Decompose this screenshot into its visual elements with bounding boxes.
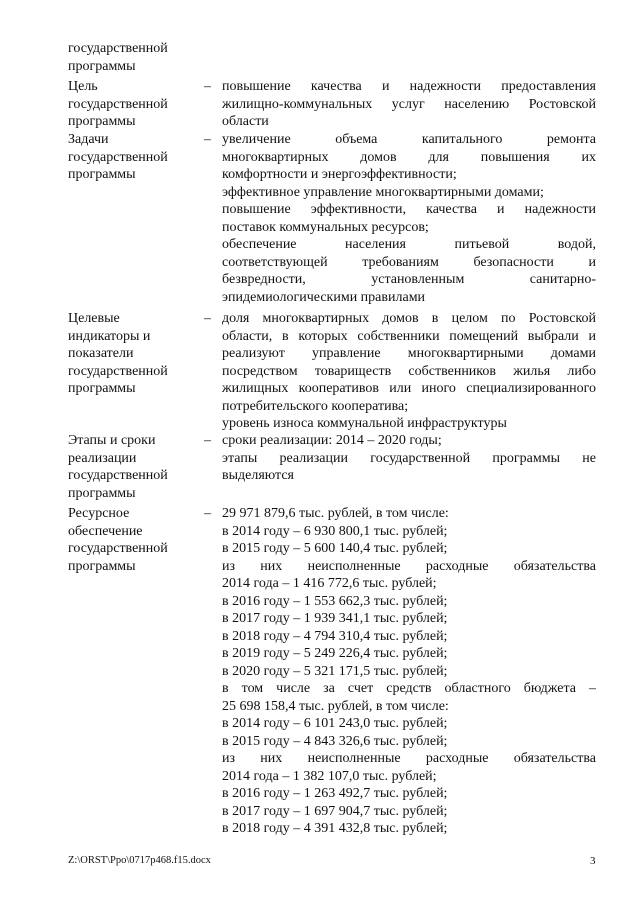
- label-line: Задачи: [68, 132, 109, 147]
- dash-separator: –: [204, 79, 211, 94]
- dash-separator: –: [204, 506, 211, 521]
- content-line: 2014 года – 1 416 772,6 тыс. рублей;: [222, 576, 437, 591]
- content-line: доля многоквартирных домов в целом по Ростовской: [222, 311, 596, 326]
- label-line: программы: [68, 167, 136, 182]
- section-content: [222, 131, 596, 306]
- content-line: 25 698 158,4 тыс. рублей, в том числе:: [222, 698, 449, 714]
- content-line: в 2016 году – 1 263 492,7 тыс. рублей;: [222, 786, 448, 801]
- content-line: повышение эффективности, качества и надежности: [222, 202, 596, 217]
- content-line: области, в которых собственники помещений выбрали и: [222, 328, 596, 344]
- content-line: в 2017 году – 1 697 904,7 тыс. рублей;: [222, 803, 448, 819]
- label-line: программы: [68, 381, 136, 396]
- section-content: [222, 310, 596, 433]
- content-line: жилищных кооперативов или иного специализированного: [222, 381, 596, 396]
- content-line: уровень износа коммунальной инфраструктуры: [222, 416, 507, 431]
- label-line: государственной: [68, 96, 168, 112]
- content-line: в 2014 году – 6 930 800,1 тыс. рублей;: [222, 523, 448, 539]
- content-line: безвредности, установленным санитарно-: [222, 272, 596, 287]
- section-label: [68, 310, 198, 398]
- content-line: увеличение объема капитального ремонта: [222, 132, 596, 147]
- content-line: посредством товариществ собственников жилья либо: [222, 363, 596, 379]
- content-line: в 2018 году – 4 794 310,4 тыс. рублей;: [222, 628, 448, 644]
- content-line: области: [222, 114, 269, 129]
- content-line: сроки реализации: 2014 – 2020 годы;: [222, 433, 442, 448]
- label-line: реализации: [68, 450, 137, 466]
- dash-separator: –: [204, 132, 211, 147]
- content-line: в 2014 году – 6 101 243,0 тыс. рублей;: [222, 716, 448, 731]
- content-line: соответствующей требованиям безопасности и: [222, 254, 596, 270]
- label-line: Ресурсное: [68, 506, 130, 521]
- footer-page-number: 3: [590, 855, 596, 867]
- section-label: [68, 432, 198, 502]
- label-line: программы: [68, 114, 136, 129]
- content-line: в 2020 году – 5 321 171,5 тыс. рублей;: [222, 663, 448, 679]
- content-line: многоквартирных домов для повышения их: [222, 149, 596, 165]
- section-label: [68, 40, 198, 75]
- content-line: в 2018 году – 4 391 432,8 тыс. рублей;: [222, 821, 448, 836]
- label-line: программы: [68, 558, 136, 574]
- content-line: реализуют управление многоквартирными домами: [222, 346, 596, 361]
- content-line: из них неисполненные расходные обязательства: [222, 751, 596, 766]
- dash-separator: –: [204, 433, 211, 448]
- content-line: из них неисполненные расходные обязательства: [222, 558, 596, 574]
- content-line: повышение качества и надежности предоставления: [222, 79, 596, 94]
- label-line: показатели: [68, 346, 134, 361]
- label-line: Этапы и сроки: [68, 433, 156, 448]
- content-line: обеспечение населения питьевой водой,: [222, 237, 596, 252]
- label-line: программы: [68, 485, 136, 501]
- content-line: в 2019 году – 5 249 226,4 тыс. рублей;: [222, 646, 448, 661]
- section-content: [222, 432, 596, 485]
- content-line: этапы реализации государственной программы не: [222, 450, 596, 466]
- label-line: государственной: [68, 41, 168, 56]
- label-line: государственной: [68, 149, 168, 165]
- section-label: [68, 78, 198, 131]
- section-label: [68, 131, 198, 184]
- footer-file-path: Z:\ORST\Ppo\0717p468.f15.docx: [68, 855, 211, 866]
- content-line: 2014 года – 1 382 107,0 тыс. рублей;: [222, 768, 437, 784]
- section-content: [222, 505, 596, 838]
- label-line: программы: [68, 58, 136, 74]
- label-line: Цель: [68, 79, 98, 94]
- content-line: поставок коммунальных ресурсов;: [222, 219, 429, 235]
- content-line: в том числе за счет средств областного бюджета –: [222, 681, 596, 696]
- content-line: эпидемиологическими правилами: [222, 289, 426, 305]
- content-line: в 2017 году – 1 939 341,1 тыс. рублей;: [222, 611, 448, 626]
- section-content: [222, 78, 596, 131]
- section-label: [68, 505, 198, 575]
- label-line: индикаторы и: [68, 328, 151, 344]
- content-line: эффективное управление многоквартирными домами;: [222, 184, 544, 200]
- label-line: государственной: [68, 468, 168, 483]
- content-line: жилищно-коммунальных услуг населению Ростовской: [222, 96, 596, 112]
- content-line: в 2015 году – 4 843 326,6 тыс. рублей;: [222, 733, 448, 749]
- label-line: Целевые: [68, 311, 120, 326]
- content-line: 29 971 879,6 тыс. рублей, в том числе:: [222, 506, 449, 521]
- content-line: комфортности и энергоэффективности;: [222, 167, 457, 182]
- content-line: в 2016 году – 1 553 662,3 тыс. рублей;: [222, 593, 448, 609]
- label-line: государственной: [68, 541, 168, 556]
- content-line: потребительского кооператива;: [222, 398, 409, 414]
- content-line: выделяются: [222, 468, 294, 483]
- label-line: государственной: [68, 363, 168, 379]
- content-line: в 2015 году – 5 600 140,4 тыс. рублей;: [222, 541, 448, 556]
- dash-separator: –: [204, 311, 211, 326]
- label-line: обеспечение: [68, 523, 143, 539]
